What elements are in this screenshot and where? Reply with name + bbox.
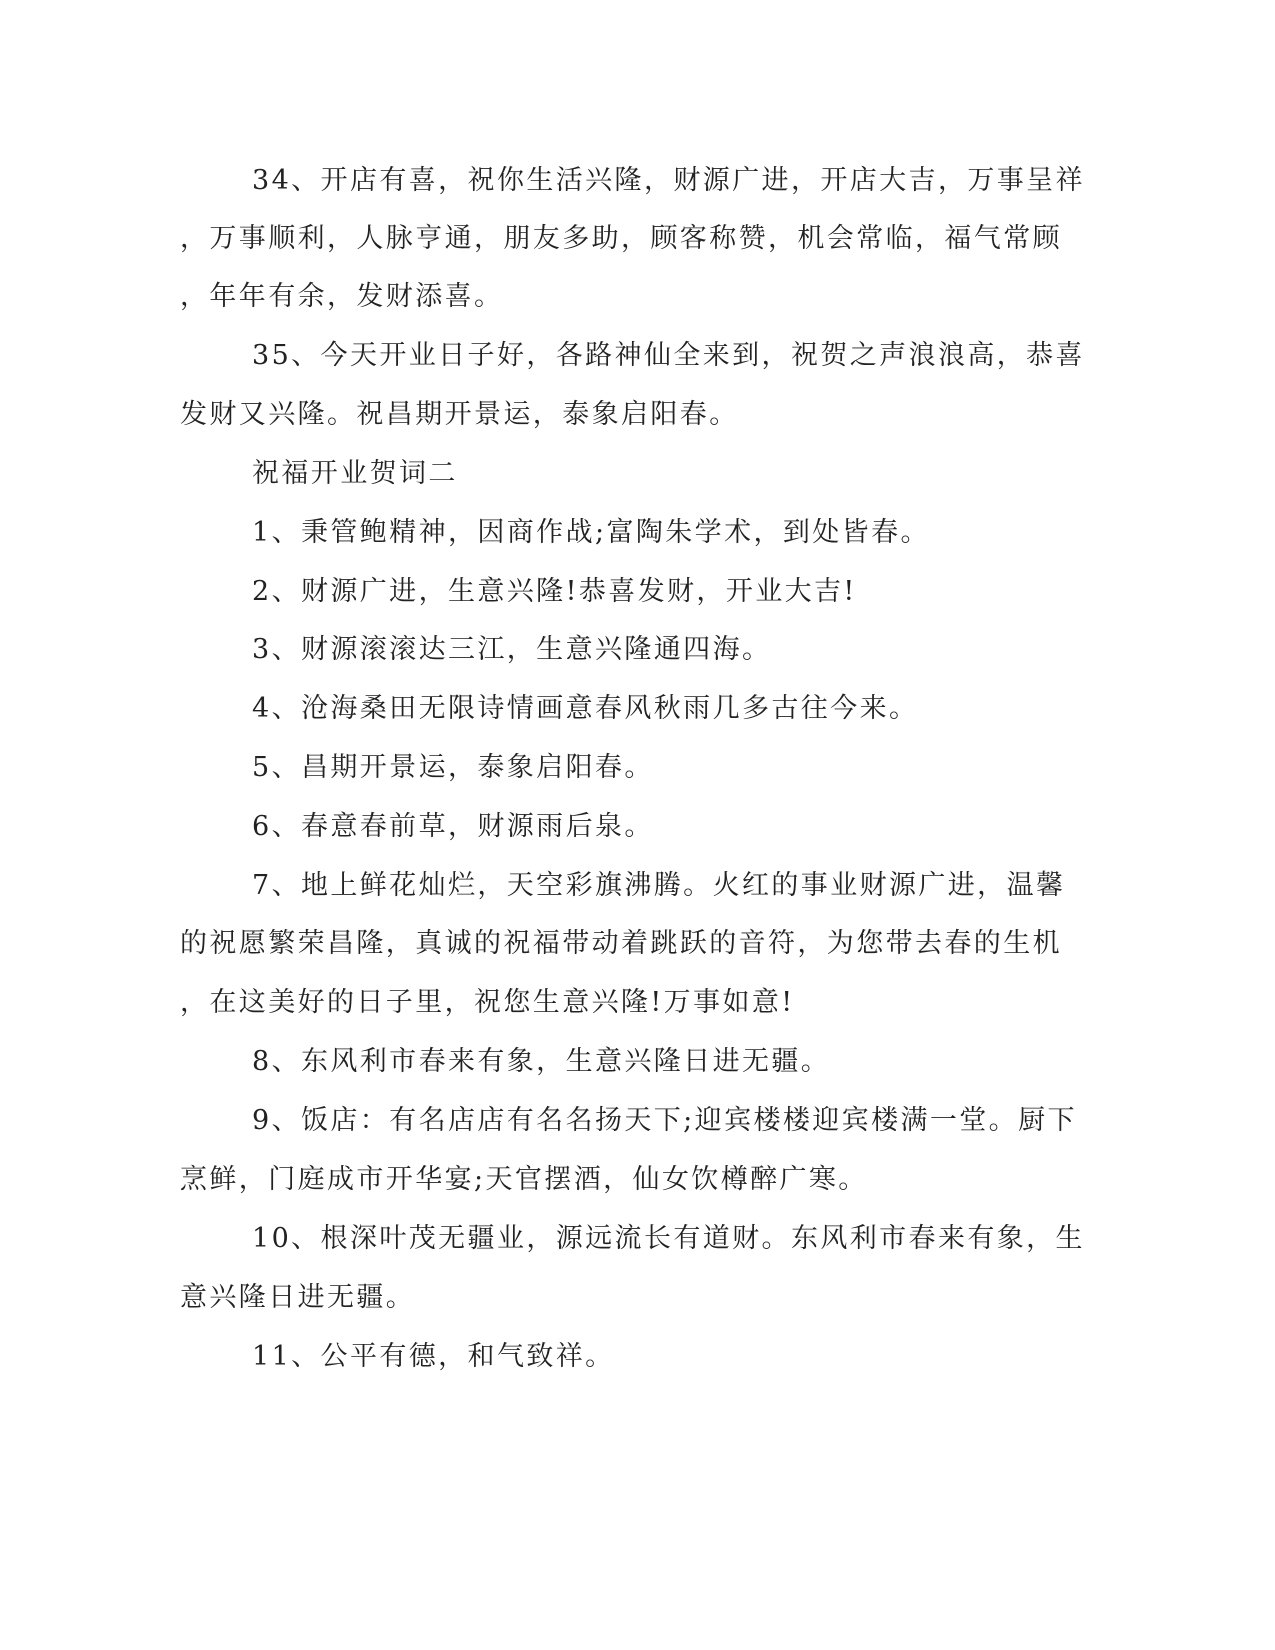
list-item-8: 8、东风利市春来有象，生意兴隆日进无疆。: [252, 1046, 831, 1077]
list-item-10-line-2: 意兴隆日进无疆。: [180, 1282, 416, 1313]
list-item-7-line-3: ，在这美好的日子里，祝您生意兴隆!万事如意!: [180, 987, 795, 1018]
section-heading: 祝福开业贺词二: [252, 458, 458, 489]
paragraph-34-line-3: ，年年有余，发财添喜。: [180, 281, 504, 312]
paragraph-35-line-2: 发财又兴隆。祝昌期开景运，泰象启阳春。: [180, 399, 739, 430]
list-item-9-line-1: 9、饭店：有名店店有名名扬天下;迎宾楼楼迎宾楼满一堂。厨下: [252, 1105, 1077, 1136]
list-item-9-line-2: 烹鲜，门庭成市开华宴;天官摆酒，仙女饮樽醉广寒。: [180, 1164, 868, 1195]
list-item-6: 6、春意春前草，财源雨后泉。: [252, 811, 654, 842]
list-item-2: 2、财源广进，生意兴隆!恭喜发财，开业大吉!: [252, 576, 857, 607]
list-item-7-line-2: 的祝愿繁荣昌隆，真诚的祝福带动着跳跃的音符，为您带去春的生机: [180, 928, 1062, 959]
paragraph-35-line-1: 35、今天开业日子好，各路神仙全来到，祝贺之声浪浪高，恭喜: [252, 340, 1085, 371]
list-item-10-line-1: 10、根深叶茂无疆业，源远流长有道财。东风利市春来有象，生: [252, 1223, 1085, 1254]
list-item-11: 11、公平有德，和气致祥。: [252, 1341, 615, 1372]
paragraph-34-line-1: 34、开店有喜，祝你生活兴隆，财源广进，开店大吉，万事呈祥: [252, 165, 1085, 196]
list-item-3: 3、财源滚滚达三江，生意兴隆通四海。: [252, 634, 772, 665]
list-item-4: 4、沧海桑田无限诗情画意春风秋雨几多古往今来。: [252, 693, 919, 724]
list-item-1: 1、秉管鲍精神，因商作战;富陶朱学术，到处皆春。: [252, 517, 930, 548]
list-item-7-line-1: 7、地上鲜花灿烂，天空彩旗沸腾。火红的事业财源广进，温馨: [252, 870, 1066, 901]
list-item-5: 5、昌期开景运，泰象启阳春。: [252, 752, 654, 783]
paragraph-34-line-2: ，万事顺利，人脉亨通，朋友多助，顾客称赞，机会常临，福气常顾: [180, 223, 1062, 254]
